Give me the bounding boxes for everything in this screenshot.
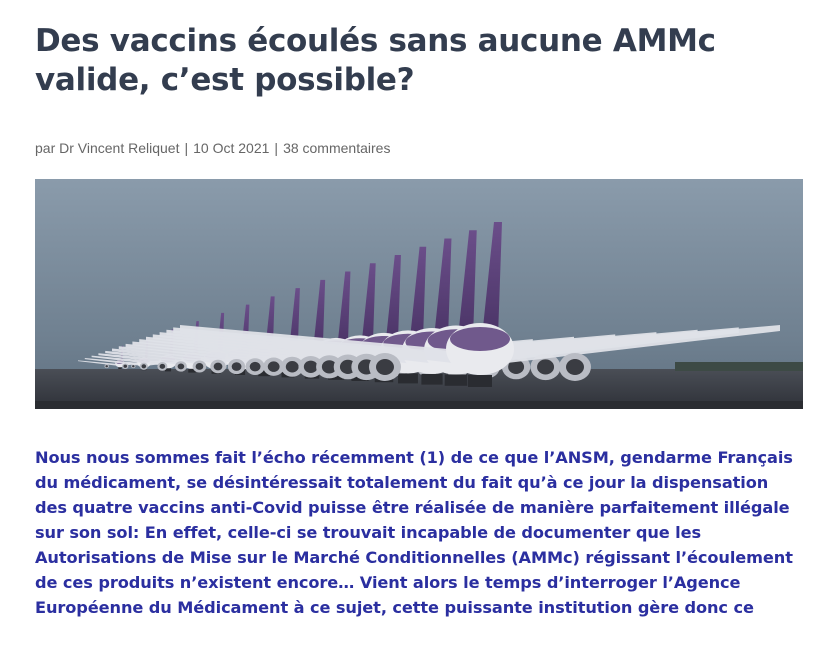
post-date: 10 Oct 2021 [193,140,270,156]
post-meta [35,139,390,157]
byline-prefix: par [35,140,56,156]
lead-line: Autorisations de Mise sur le Marché Conditionnelles (AMMc) régissant l’écoulement [35,548,793,567]
lead-line: Nous nous sommes fait l’écho récemment (1) de ce que l’ANSM, gendarme Français [35,448,793,467]
article-lead [35,445,805,620]
lead-line: des quatre vaccins anti-Covid puisse être réalisée de manière parfaitement illégale [35,498,790,517]
comments-link[interactable]: 38 commentaires [283,140,391,156]
lead-line: sur son sol: En effet, celle-ci se trouvait incapable de documenter que les [35,523,702,542]
article-title: Des vaccins écoulés sans aucune AMMc valide, c’est possible? [35,23,716,98]
lead-line: Européenne du Médicament à ce sujet, cette puissante institution gère donc ce [35,598,754,617]
lead-line: de ces produits n’existent encore… Vient alors le temps d’interroger l’Agence [35,573,741,592]
author-link[interactable]: Dr Vincent Reliquet [59,140,180,156]
meta-separator: | [184,140,189,156]
airplanes-lined-up-image [35,179,803,409]
meta-separator: | [274,140,279,156]
lead-line: du médicament, se désintéressait totalement du fait qu’à ce jour la dispensation [35,473,769,492]
